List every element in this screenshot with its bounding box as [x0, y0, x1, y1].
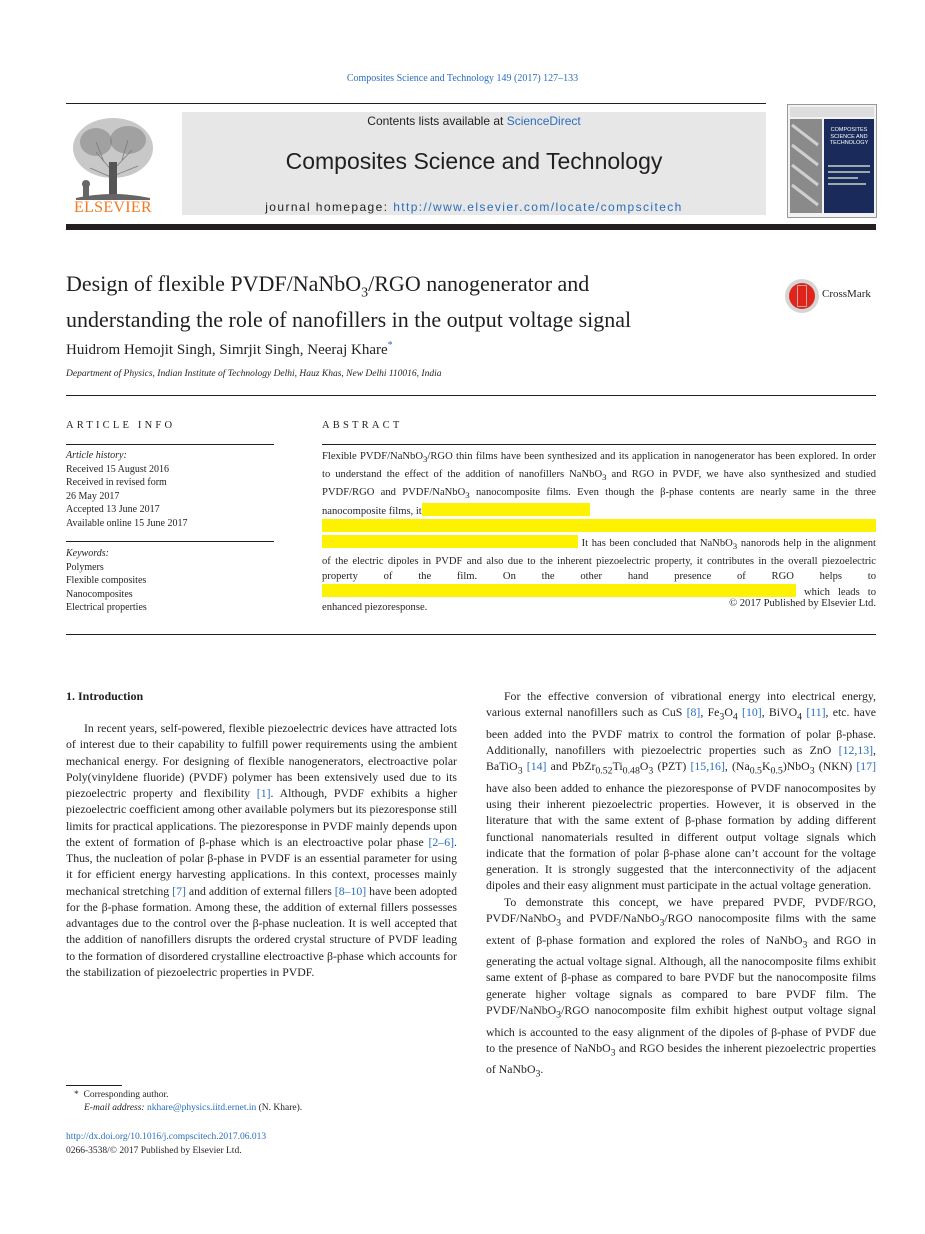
history-label: Article history: [66, 450, 127, 461]
doi-block [66, 1131, 266, 1158]
history-item: Received 15 August 2016 [66, 463, 170, 475]
keywords [66, 547, 274, 615]
history-item: Accepted 13 June 2017 [66, 504, 160, 515]
affiliation: Department of Physics, Indian Institute of Technology Delhi, Hauz Khas, New Delhi 110016, India [66, 369, 442, 379]
homepage-prefix: journal homepage: [265, 200, 394, 214]
history-item: 26 May 2017 [66, 490, 120, 502]
article-history [66, 449, 274, 530]
footnote-divider [66, 1085, 122, 1086]
history-item: Available online 15 June 2017 [66, 517, 188, 529]
citation-link[interactable]: [8] [686, 705, 701, 720]
contents-line [182, 114, 766, 128]
header-divider [66, 103, 766, 104]
header-thick-rule [66, 224, 876, 230]
authors-text: Huidrom Hemojit Singh, Simrjit Singh, Neeraj Khare [66, 342, 388, 358]
intro-paragraph-3: To demonstrate this concept, we have prepared PVDF, PVDF/RGO, PVDF/NaNbO$_3$ and PVDF/NaNbO$_3$/RGO nanocomposite films with the same extent of β-phase formation and explored the roles of NaNbO$_3$ and RGO in generating the actual voltage signal. Although, all the nanocomposite films exhibit same extent of β-phase as compared to bare PVDF but the nanocomposite films generate higher voltage signals as compared to bare PVDF film. The PVDF/NaNbO$_3$/RGO nanocomposite film exhibit highest output voltage signal which is accounted to the easy alignment of the dipoles of β-phase of PVDF due to the presence of NaNbO$_3$ and RGO besides the inherent piezoelectric properties of NaNbO$_3$. [486, 894, 877, 1080]
title-part-2: /RGO nanogenerator and [368, 271, 590, 296]
citation-link[interactable]: [1] [256, 786, 271, 800]
crossmark-button[interactable] [784, 278, 876, 314]
doi-link[interactable]: http://dx.doi.org/10.1016/j.compscitech.2017.06.013 [66, 1132, 267, 1142]
journal-cover-thumbnail[interactable] [787, 104, 877, 218]
keywords-divider [66, 541, 274, 542]
highlight-redaction [322, 584, 796, 597]
title-part-3: understanding the role of nanofillers in the output voltage signal [66, 307, 632, 333]
keyword-item: Flexible composites [66, 575, 147, 586]
author-list [66, 340, 393, 359]
email-link[interactable]: nkhare@physics.iitd.ernet.in [146, 1103, 257, 1113]
keyword-item: Polymers [66, 561, 104, 573]
abstract-divider [322, 444, 876, 445]
abstract-copyright: © 2017 Published by Elsevier Ltd. [729, 598, 876, 609]
sciencedirect-link[interactable]: ScienceDirect [506, 114, 581, 128]
abstract-text: Flexible PVDF/NaNbO$_3$/RGO thin films have been synthesized and its application in nanogenerator has been explored. In order to understand the effect of the addition of nanofillers NaNbO$_3$ and RGO in PVDF, we have also synthesized and studied PVDF/RGO and PVDF/NaNbO$_3$ nanocomposite films. Even though the β-phase contents are nearly same in the three nanocomposite films, it It has been concluded that NaNbO$_3$ nanorods help in the alignment of the electric dipoles in PVDF and also due to the inherent piezoelectric property, it contributes in the overall piezoelectric property of the film. On the other hand presence of RGO helps to which leads to enhanced piezoresponse. [322, 451, 876, 614]
crossmark-label: CrossMark [822, 288, 871, 300]
citation-link[interactable]: [2–6] [428, 834, 455, 849]
journal-title: Composites Science and Technology [285, 148, 663, 174]
citation-link[interactable]: [7] [172, 883, 186, 898]
intro-paragraph-2: For the effective conversion of vibrational energy into electrical energy, various external nanofillers such as CuS [8], $Fe_3O_4$ [10], BiVO$_4$ [11], etc. have been added into the PVDF matrix to control the formation of polar β-phase. Additionally, nanofillers with piezoelectric properties such as ZnO [12,13], BaTiO$_3$ [14] and $PbZr_{0.52}Ti_{0.48}O_3$ (PZT) [15,16], $(Na_{0.5}K_{0.5})NbO_3$ (NKN) [17] have also been added to enhance the piezoresponse of PVDF nanocomposites by using their inherent piezoelectric properties. However, it is observed in the literature that with the same extent of β-phase formation by adding different functional nanomaterials resulted in different output voltage signals which indicate that the formation of polar β-phase alone can’t account for the voltage generation. It is strongly suggested that the interconnectivity of the adjacent dipoles and their easy alignment must participate in the actual voltage generation. [486, 689, 877, 893]
highlight-redaction [322, 535, 578, 548]
keyword-item: Electrical properties [66, 602, 147, 613]
abstract-bottom-divider [66, 634, 876, 635]
citation-link[interactable]: [15,16] [690, 759, 725, 774]
abstract-segment: nanocomposite films. Even though the β-phase contents are nearly same in the three nanocomposite films, it [322, 487, 876, 518]
keyword-item: Nanocomposites [66, 588, 133, 600]
highlight-redaction [422, 503, 590, 516]
crossmark-icon [784, 278, 820, 314]
abstract-segment: nanorods help in the alignment of the electric dipoles in PVDF and also due to the inherent piezoelectric property, it contributes in the overall piezoelectric property of the film. On the other hand presence of RGO helps to [322, 538, 876, 583]
citation-link[interactable]: [10] [742, 705, 762, 720]
journal-reference-link[interactable]: Composites Science and Technology 149 (2017) 127–133 [346, 73, 579, 84]
history-item: Received in revised form [66, 477, 167, 488]
abstract-segment: Flexible PVDF/NaNbO [322, 451, 423, 462]
cover-title: COMPOSITES SCIENCE AND TECHNOLOGY [829, 127, 869, 146]
intro-paragraph-1: In recent years, self-powered, flexible piezoelectric devices have attracted lots of interest due to their capability to fulfill power requirements using the ambient mechanical energy. For designing of flexible nanogenerators, electroactive polar Poly(vinyldene fluoride) (PVDF) polymer has been extensively used due to its piezoelectric property and flexibility [1]. Although, PVDF exhibits a higher piezoelectric coefficient among other available polymers but its piezoresponse still limits for practical applications. The piezoresponse in PVDF mainly depends upon the extent of formation of β-phase which is an electroactive polar phase [2–6]. Thus, the nucleation of polar β-phase in PVDF is an essential parameter for using it for efficient energy harvesting applications. In this context, processes mainly mechanical stretching [7] and addition of external fillers [8–10] have been adopted for the β-phase formation. Among these, the addition of external fillers possesses advantages due to the control over the β-phase nucleation. It is well accepted that the addition of nanofillers disrupts the ordered crystal structure of PVDF leading to the formation of disordered crystalline electroactive β-phase which accounts for the stabilization of piezoelectric properties in PVDF. [66, 721, 457, 979]
right-column [486, 688, 876, 1083]
elsevier-wordmark: ELSEVIER [74, 199, 152, 216]
abstract-segment: It has been concluded that NaNbO [581, 538, 733, 550]
citation-link[interactable]: [12,13] [838, 743, 874, 758]
citation-link[interactable]: [17] [856, 759, 876, 774]
title-part-1: Design of flexible PVDF/NaNbO [66, 271, 362, 296]
highlight-redaction [322, 519, 876, 532]
title-divider [66, 395, 876, 396]
citation-link[interactable]: [14] [526, 759, 547, 774]
abstract-segment: which leads to enhanced piezoresponse. [322, 587, 876, 614]
citation-link[interactable]: [11] [806, 705, 826, 720]
email-note: E-mail address: nkhare@physics.iitd.ernet.in (N. Khare). [84, 1103, 303, 1113]
left-column [66, 720, 457, 980]
abstract-segment: and RGO in PVDF, we have also synthesized and studied PVDF/RGO and PVDF/NaNbO [322, 469, 876, 499]
corresponding-author-note: * Corresponding author. [74, 1090, 169, 1100]
cover-art [788, 105, 876, 217]
title-subscript: 3 [361, 285, 369, 301]
article-info-divider [66, 444, 274, 445]
article-title [66, 270, 766, 333]
corresponding-author-mark[interactable]: * [387, 340, 393, 351]
introduction-heading: 1. Introduction [66, 689, 144, 703]
contents-prefix: Contents lists available at [367, 114, 507, 128]
abstract-segment: /RGO thin films have been synthesized and its application in nanogenerator has been explored. In order to understand the effect of the addition of nanofillers NaNbO [322, 451, 876, 481]
keywords-label: Keywords: [66, 548, 109, 559]
abstract-heading: ABSTRACT [322, 420, 403, 431]
footnote [66, 1089, 466, 1115]
homepage-line [182, 200, 766, 214]
article-info-heading: ARTICLE INFO [66, 420, 176, 431]
issn-line: 0266-3538/© 2017 Published by Elsevier Ltd. [66, 1145, 242, 1156]
journal-homepage-link[interactable]: http://www.elsevier.com/locate/compscitech [393, 200, 683, 214]
citation-link[interactable]: [8–10] [334, 883, 367, 898]
